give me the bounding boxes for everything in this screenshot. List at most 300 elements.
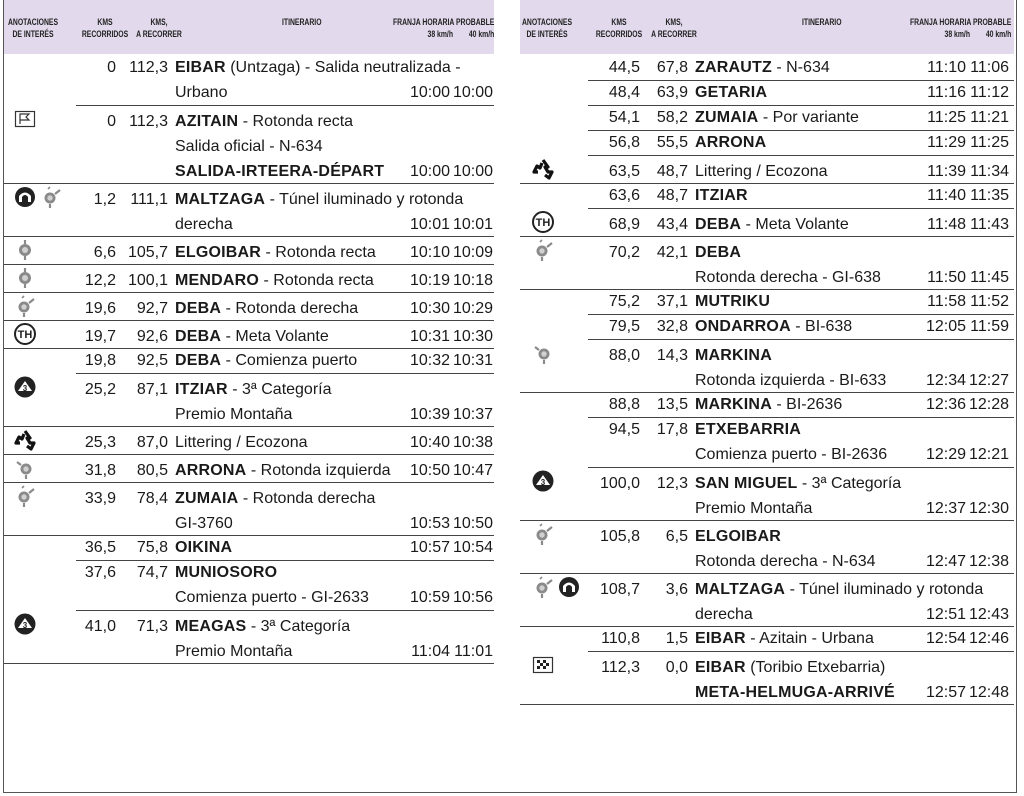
time-40kmh: 10:29 [452, 300, 493, 317]
place-name: ELGOIBAR [175, 244, 262, 261]
time-40kmh: 11:06 [970, 59, 1009, 76]
km-recorridos: 19,8 [84, 352, 116, 369]
km-recorridos: 54,1 [608, 109, 640, 126]
km-recorridos: 41,0 [84, 618, 116, 635]
itinerary-text [695, 290, 770, 314]
header-itinerario-right: ITINERARIO [802, 17, 842, 28]
itinerary-text [175, 241, 376, 265]
place-description: Littering / Ecozona [695, 163, 828, 180]
itinerary-text [175, 325, 329, 349]
time-38kmh: 11:16 [927, 84, 966, 101]
itinerary-text [175, 269, 374, 293]
time-38kmh: 12:29 [925, 446, 966, 463]
place-description: - 3ª Categoría [246, 618, 351, 635]
sprint-icon [14, 323, 36, 345]
place-description: - Azitain - Urbana [745, 630, 874, 647]
place-description: - Meta Volante [221, 328, 329, 345]
km-recorridos: 88,0 [608, 347, 640, 364]
time-38kmh: 10:00 [409, 84, 450, 101]
time-38kmh: 10:57 [409, 539, 450, 556]
time-40kmh: 10:54 [452, 539, 493, 556]
time-38kmh: 11:25 [927, 109, 966, 126]
time-40kmh: 10:01 [452, 216, 493, 233]
itinerary-detail: Premio Montaña [175, 643, 293, 660]
place-description: - Comienza puerto [221, 352, 358, 369]
km-a-recorrer: 1,5 [665, 630, 688, 647]
place-name: DEBA [695, 216, 742, 233]
km-recorridos: 36,5 [84, 539, 116, 556]
time-38kmh: 12:36 [925, 396, 966, 413]
svg-text:TH: TH [535, 217, 551, 229]
km-a-recorrer: 112,3 [129, 59, 168, 76]
itinerary-row [4, 184, 494, 237]
itinerary-row [4, 265, 494, 293]
itinerary-text [175, 561, 277, 585]
time-40kmh: 10:00 [452, 163, 493, 180]
time-38kmh: 11:48 [927, 216, 966, 233]
time-40kmh: 11:59 [970, 318, 1009, 335]
km-recorridos: 33,9 [84, 490, 116, 507]
itinerary-text [695, 418, 801, 442]
time-40kmh: 11:21 [970, 109, 1009, 126]
km-recorridos: 0 [107, 113, 116, 130]
place-description: - BI-2636 [771, 396, 843, 413]
itinerary-text [175, 188, 463, 212]
itinerary-row [4, 237, 494, 265]
km-a-recorrer: 87,1 [136, 381, 168, 398]
itinerary-row [4, 349, 494, 374]
tunnel-icon [558, 576, 580, 598]
time-40kmh: 11:01 [454, 643, 493, 660]
itinerary-detail: derecha [695, 606, 753, 623]
time-38kmh: 10:30 [409, 300, 450, 317]
place-description: - Meta Volante [741, 216, 849, 233]
km-a-recorrer: 92,6 [136, 328, 168, 345]
recycle-icon [532, 158, 554, 180]
itinerary-text [695, 656, 885, 680]
km-recorridos: 31,8 [84, 462, 116, 479]
header-kmsa-right-line1: KMS, [665, 17, 683, 28]
km-a-recorrer: 67,8 [656, 59, 688, 76]
itinerary-text [175, 110, 353, 134]
place-description: - N-634 [771, 59, 830, 76]
roundabout-right-icon [532, 523, 554, 545]
time-38kmh: 10:31 [409, 328, 450, 345]
km-a-recorrer: 17,8 [656, 421, 688, 438]
recycle-icon [14, 429, 36, 451]
km-recorridos: 70,2 [608, 244, 640, 261]
header-speed2-right: 40 km/h [985, 29, 1012, 40]
itinerary-detail: derecha [175, 216, 233, 233]
itinerary-text [175, 487, 375, 511]
place-description: - Rotonda recta [261, 244, 376, 261]
time-40kmh: 10:38 [452, 434, 493, 451]
time-38kmh: 10:10 [409, 244, 450, 261]
itinerary-row [520, 468, 1014, 521]
km-a-recorrer: 75,8 [136, 539, 168, 556]
km-recorridos: 63,5 [608, 163, 640, 180]
km-recorridos: 108,7 [599, 581, 640, 598]
km-recorridos: 112,3 [601, 659, 640, 676]
time-38kmh: 12:51 [925, 606, 966, 623]
itinerary-detail: Rotonda derecha - GI-638 [695, 269, 881, 286]
itinerary-detail: Premio Montaña [175, 406, 293, 423]
svg-text:3: 3 [22, 621, 28, 630]
time-38kmh: 10:53 [409, 515, 450, 532]
place-description: - Rotonda derecha [221, 300, 359, 317]
time-38kmh: 11:50 [927, 269, 966, 286]
itinerary-text [695, 393, 842, 417]
time-38kmh: 12:05 [925, 318, 966, 335]
header-speed1-right: 38 km/h [944, 29, 971, 40]
time-38kmh: 10:50 [409, 462, 450, 479]
time-40kmh: 10:31 [452, 352, 493, 369]
itinerary-detail: Rotonda derecha - N-634 [695, 553, 876, 570]
km-a-recorrer: 48,7 [656, 163, 688, 180]
itinerary-text [695, 106, 859, 130]
itinerary-text [175, 536, 232, 560]
time-40kmh: 12:43 [968, 606, 1009, 623]
time-40kmh: 10:50 [452, 515, 493, 532]
place-description: - Túnel iluminado y rotonda [265, 191, 464, 208]
km-a-recorrer: 78,4 [136, 490, 168, 507]
header-anotaciones-right-line2: DE INTERÉS [526, 29, 568, 40]
place-name: DEBA [695, 244, 742, 261]
left-table-header [4, 0, 494, 54]
km-a-recorrer: 3,6 [665, 581, 688, 598]
itinerary-text [695, 472, 901, 496]
place-name: DEBA [175, 328, 222, 345]
header-speed1: 38 km/h [427, 29, 454, 40]
km-a-recorrer: 0,0 [665, 659, 688, 676]
roundabout-left-icon [14, 457, 36, 479]
time-38kmh: 12:47 [925, 553, 966, 570]
header-kms-right-line2: RECORRIDOS [595, 29, 643, 40]
time-40kmh: 10:00 [452, 84, 493, 101]
time-40kmh: 11:52 [970, 293, 1009, 310]
km-recorridos: 12,2 [84, 272, 116, 289]
place-name: OIKINA [175, 539, 233, 556]
svg-text:3: 3 [540, 478, 546, 487]
itinerary-detail: Rotonda izquierda - BI-633 [695, 372, 887, 389]
km-recorridos: 19,7 [84, 328, 116, 345]
time-40kmh: 12:21 [968, 446, 1009, 463]
itinerary-row [520, 106, 1014, 131]
itinerary-text [695, 160, 828, 184]
itinerary-row [4, 455, 494, 483]
header-kms-recorridos [80, 17, 130, 41]
header-franja-right-line1: FRANJA HORARIA PROBABLE [910, 17, 1012, 28]
km-recorridos: 68,9 [608, 216, 640, 233]
header-franja [393, 17, 494, 41]
mountain-icon [14, 376, 36, 398]
time-40kmh: 12:30 [968, 500, 1009, 517]
km-recorridos: 1,2 [93, 191, 116, 208]
km-recorridos: 19,6 [84, 300, 116, 317]
svg-text:3: 3 [22, 384, 28, 393]
itinerary-row [4, 611, 494, 664]
header-kmsa-line1: KMS, [150, 17, 168, 28]
itinerary-row [4, 374, 494, 427]
header-anotaciones-line2: DE INTERÉS [12, 29, 54, 40]
place-name: ONDARROA [695, 318, 791, 335]
itinerary-row [520, 340, 1014, 393]
roundabout-straight-icon [14, 267, 36, 289]
start-flag-icon [14, 108, 36, 130]
km-a-recorrer: 55,5 [656, 134, 688, 151]
time-40kmh: 12:27 [968, 372, 1009, 389]
time-38kmh: 11:29 [927, 134, 966, 151]
km-a-recorrer: 100,1 [127, 272, 168, 289]
itinerary-row [520, 652, 1014, 705]
km-a-recorrer: 92,7 [136, 300, 168, 317]
km-recorridos: 25,2 [84, 381, 116, 398]
place-name: MARKINA [695, 347, 772, 364]
time-40kmh: 12:46 [968, 630, 1009, 647]
header-speed2: 40 km/h [468, 29, 495, 40]
km-a-recorrer: 48,7 [656, 187, 688, 204]
roundabout-right-icon [40, 186, 62, 208]
time-40kmh: 10:47 [452, 462, 493, 479]
km-recorridos: 48,4 [608, 84, 640, 101]
time-40kmh: 10:09 [452, 244, 493, 261]
place-name: AZITAIN [175, 113, 239, 130]
time-38kmh: 12:34 [925, 372, 966, 389]
time-38kmh: 12:37 [925, 500, 966, 517]
km-recorridos: 56,8 [608, 134, 640, 151]
itinerary-detail: Comienza puerto - BI-2636 [695, 446, 888, 463]
roundabout-straight-icon [14, 239, 36, 261]
km-recorridos: 37,6 [84, 564, 116, 581]
header-kms-recorridos-right [594, 17, 644, 41]
sprint-icon [532, 211, 554, 233]
itinerary-row [520, 393, 1014, 418]
time-40kmh: 12:28 [968, 396, 1009, 413]
time-40kmh: 11:43 [970, 216, 1009, 233]
time-38kmh: 10:40 [409, 434, 450, 451]
km-a-recorrer: 112,3 [129, 113, 168, 130]
itinerary-row [520, 521, 1014, 574]
place-name: MARKINA [695, 396, 772, 413]
km-a-recorrer: 63,9 [656, 84, 688, 101]
itinerary-text [695, 344, 772, 368]
km-recorridos: 75,2 [608, 293, 640, 310]
km-a-recorrer: 74,7 [136, 564, 168, 581]
time-38kmh: 10:39 [409, 406, 450, 423]
itinerary-text [175, 56, 461, 80]
time-38kmh: 12:57 [925, 684, 966, 701]
itinerary-text [695, 525, 781, 549]
itinerary-row [4, 561, 494, 611]
itinerary-milestone: META-HELMUGA-ARRIVÉ [695, 684, 895, 701]
itinerary-row [520, 81, 1014, 106]
header-kms-line2: RECORRIDOS [81, 29, 129, 40]
km-a-recorrer: 32,8 [656, 318, 688, 335]
itinerary-detail: Salida oficial - N-634 [175, 138, 323, 155]
km-recorridos: 6,6 [93, 244, 116, 261]
place-name: EIBAR [175, 59, 226, 76]
header-kms-a-recorrer [133, 17, 185, 41]
itinerary-detail: GI-3760 [175, 515, 233, 532]
km-a-recorrer: 12,3 [656, 475, 688, 492]
time-38kmh: 11:40 [927, 187, 966, 204]
itinerary-text [695, 315, 852, 339]
time-40kmh: 11:35 [970, 187, 1009, 204]
itinerary-text [175, 349, 357, 373]
place-description: - Por variante [758, 109, 859, 126]
time-38kmh: 11:04 [411, 643, 450, 660]
itinerary-text [175, 459, 391, 483]
place-name: MEAGAS [175, 618, 247, 635]
time-40kmh: 12:48 [968, 684, 1009, 701]
roundabout-right-icon [14, 295, 36, 317]
time-40kmh: 11:12 [970, 84, 1009, 101]
header-itinerario: ITINERARIO [282, 17, 322, 28]
place-name: MALTZAGA [175, 191, 266, 208]
place-name: DEBA [175, 300, 222, 317]
time-38kmh: 10:19 [409, 272, 450, 289]
time-40kmh: 11:45 [970, 269, 1009, 286]
itinerary-row [4, 56, 494, 106]
mountain-icon [532, 470, 554, 492]
place-name: ZUMAIA [175, 490, 239, 507]
time-38kmh: 10:01 [409, 216, 450, 233]
place-name: ARRONA [175, 462, 247, 479]
time-38kmh: 11:58 [927, 293, 966, 310]
roundabout-right-icon [14, 485, 36, 507]
place-name: GETARIA [695, 84, 768, 101]
place-description: (Toribio Etxebarria) [745, 659, 886, 676]
km-recorridos: 105,8 [599, 528, 640, 545]
itinerary-row [4, 483, 494, 536]
km-a-recorrer: 71,3 [136, 618, 168, 635]
itinerary-text [695, 578, 983, 602]
mountain-icon [14, 613, 36, 635]
km-a-recorrer: 6,5 [665, 528, 688, 545]
time-40kmh: 11:25 [970, 134, 1009, 151]
place-description: - Rotonda recta [238, 113, 354, 130]
row-divider [520, 704, 1014, 705]
itinerary-row [520, 418, 1014, 468]
km-a-recorrer: 43,4 [656, 216, 688, 233]
itinerary-row [520, 290, 1014, 315]
itinerary-text [695, 213, 849, 237]
place-name: EIBAR [695, 659, 746, 676]
header-anotaciones-right-line1: ANOTACIONES [521, 17, 573, 28]
km-recorridos: 25,3 [84, 434, 116, 451]
time-40kmh: 12:38 [968, 553, 1009, 570]
tunnel-icon [14, 186, 36, 208]
place-name: ARRONA [695, 134, 767, 151]
km-a-recorrer: 14,3 [656, 347, 688, 364]
km-a-recorrer: 105,7 [127, 244, 168, 261]
km-a-recorrer: 58,2 [656, 109, 688, 126]
header-anotaciones-right [522, 17, 572, 41]
km-a-recorrer: 87,0 [136, 434, 168, 451]
place-name: EIBAR [695, 630, 746, 647]
time-38kmh: 11:39 [927, 163, 966, 180]
km-a-recorrer: 13,5 [656, 396, 688, 413]
place-name: MUNIOSORO [175, 564, 278, 581]
roundabout-left-icon [532, 342, 554, 364]
itinerary-row [520, 184, 1014, 209]
itinerary-row [520, 131, 1014, 156]
roundabout-right-icon [532, 576, 554, 598]
itinerary-text [695, 131, 766, 155]
place-description: - Rotonda derecha [238, 490, 376, 507]
itinerary-milestone: SALIDA-IRTEERA-DÉPART [175, 163, 385, 180]
place-name: MALTZAGA [695, 581, 786, 598]
km-a-recorrer: 111,1 [130, 191, 168, 208]
itinerary-row [520, 209, 1014, 237]
header-anotaciones [8, 17, 58, 41]
itinerary-row [4, 427, 494, 455]
header-kmsa-line2: A RECORRER [136, 29, 182, 40]
time-38kmh: 11:10 [927, 59, 966, 76]
place-name: SAN MIGUEL [695, 475, 798, 492]
header-kms-right-line1: KMS [611, 17, 627, 28]
place-name: ELGOIBAR [695, 528, 782, 545]
place-description: (Untzaga) - Salida neutralizada - [225, 59, 461, 76]
itinerary-row [520, 56, 1014, 81]
km-a-recorrer: 37,1 [656, 293, 688, 310]
km-recorridos: 63,6 [608, 187, 640, 204]
roundabout-right-icon [532, 239, 554, 261]
itinerary-text [175, 378, 332, 402]
right-itinerary-panel [520, 0, 1014, 701]
place-name: ITZIAR [695, 187, 748, 204]
time-40kmh: 10:56 [452, 589, 493, 606]
itinerary-row [4, 536, 494, 561]
time-40kmh: 10:18 [452, 272, 493, 289]
time-40kmh: 10:30 [452, 328, 493, 345]
itinerary-text [695, 81, 767, 105]
place-name: MENDARO [175, 272, 260, 289]
header-anotaciones-line1: ANOTACIONES [7, 17, 59, 28]
itinerary-text [175, 297, 358, 321]
itinerary-text [175, 431, 308, 455]
header-kms-line1: KMS [97, 17, 113, 28]
place-description: - 3ª Categoría [227, 381, 332, 398]
km-recorridos: 44,5 [608, 59, 640, 76]
itinerary-text [695, 241, 741, 265]
itinerary-text [695, 56, 830, 80]
time-38kmh: 12:54 [925, 630, 966, 647]
itinerary-row [4, 106, 494, 184]
itinerary-row [4, 321, 494, 349]
km-a-recorrer: 92,5 [136, 352, 168, 369]
right-table-header [520, 0, 1014, 54]
itinerary-row [520, 237, 1014, 290]
itinerary-row [520, 156, 1014, 184]
place-name: ZUMAIA [695, 109, 759, 126]
time-38kmh: 10:32 [409, 352, 450, 369]
header-kms-a-recorrer-right [648, 17, 700, 41]
place-description: Littering / Ecozona [175, 434, 308, 451]
place-name: MUTRIKU [695, 293, 771, 310]
header-franja-right [910, 17, 1011, 41]
svg-text:TH: TH [17, 329, 33, 341]
km-recorridos: 88,8 [608, 396, 640, 413]
itinerary-row [520, 574, 1014, 627]
place-description: - Rotonda recta [259, 272, 374, 289]
itinerary-row [4, 293, 494, 321]
time-40kmh: 11:34 [970, 163, 1009, 180]
km-recorridos: 0 [107, 59, 116, 76]
time-38kmh: 10:59 [409, 589, 450, 606]
itinerary-text [175, 615, 350, 639]
itinerary-row [520, 315, 1014, 340]
